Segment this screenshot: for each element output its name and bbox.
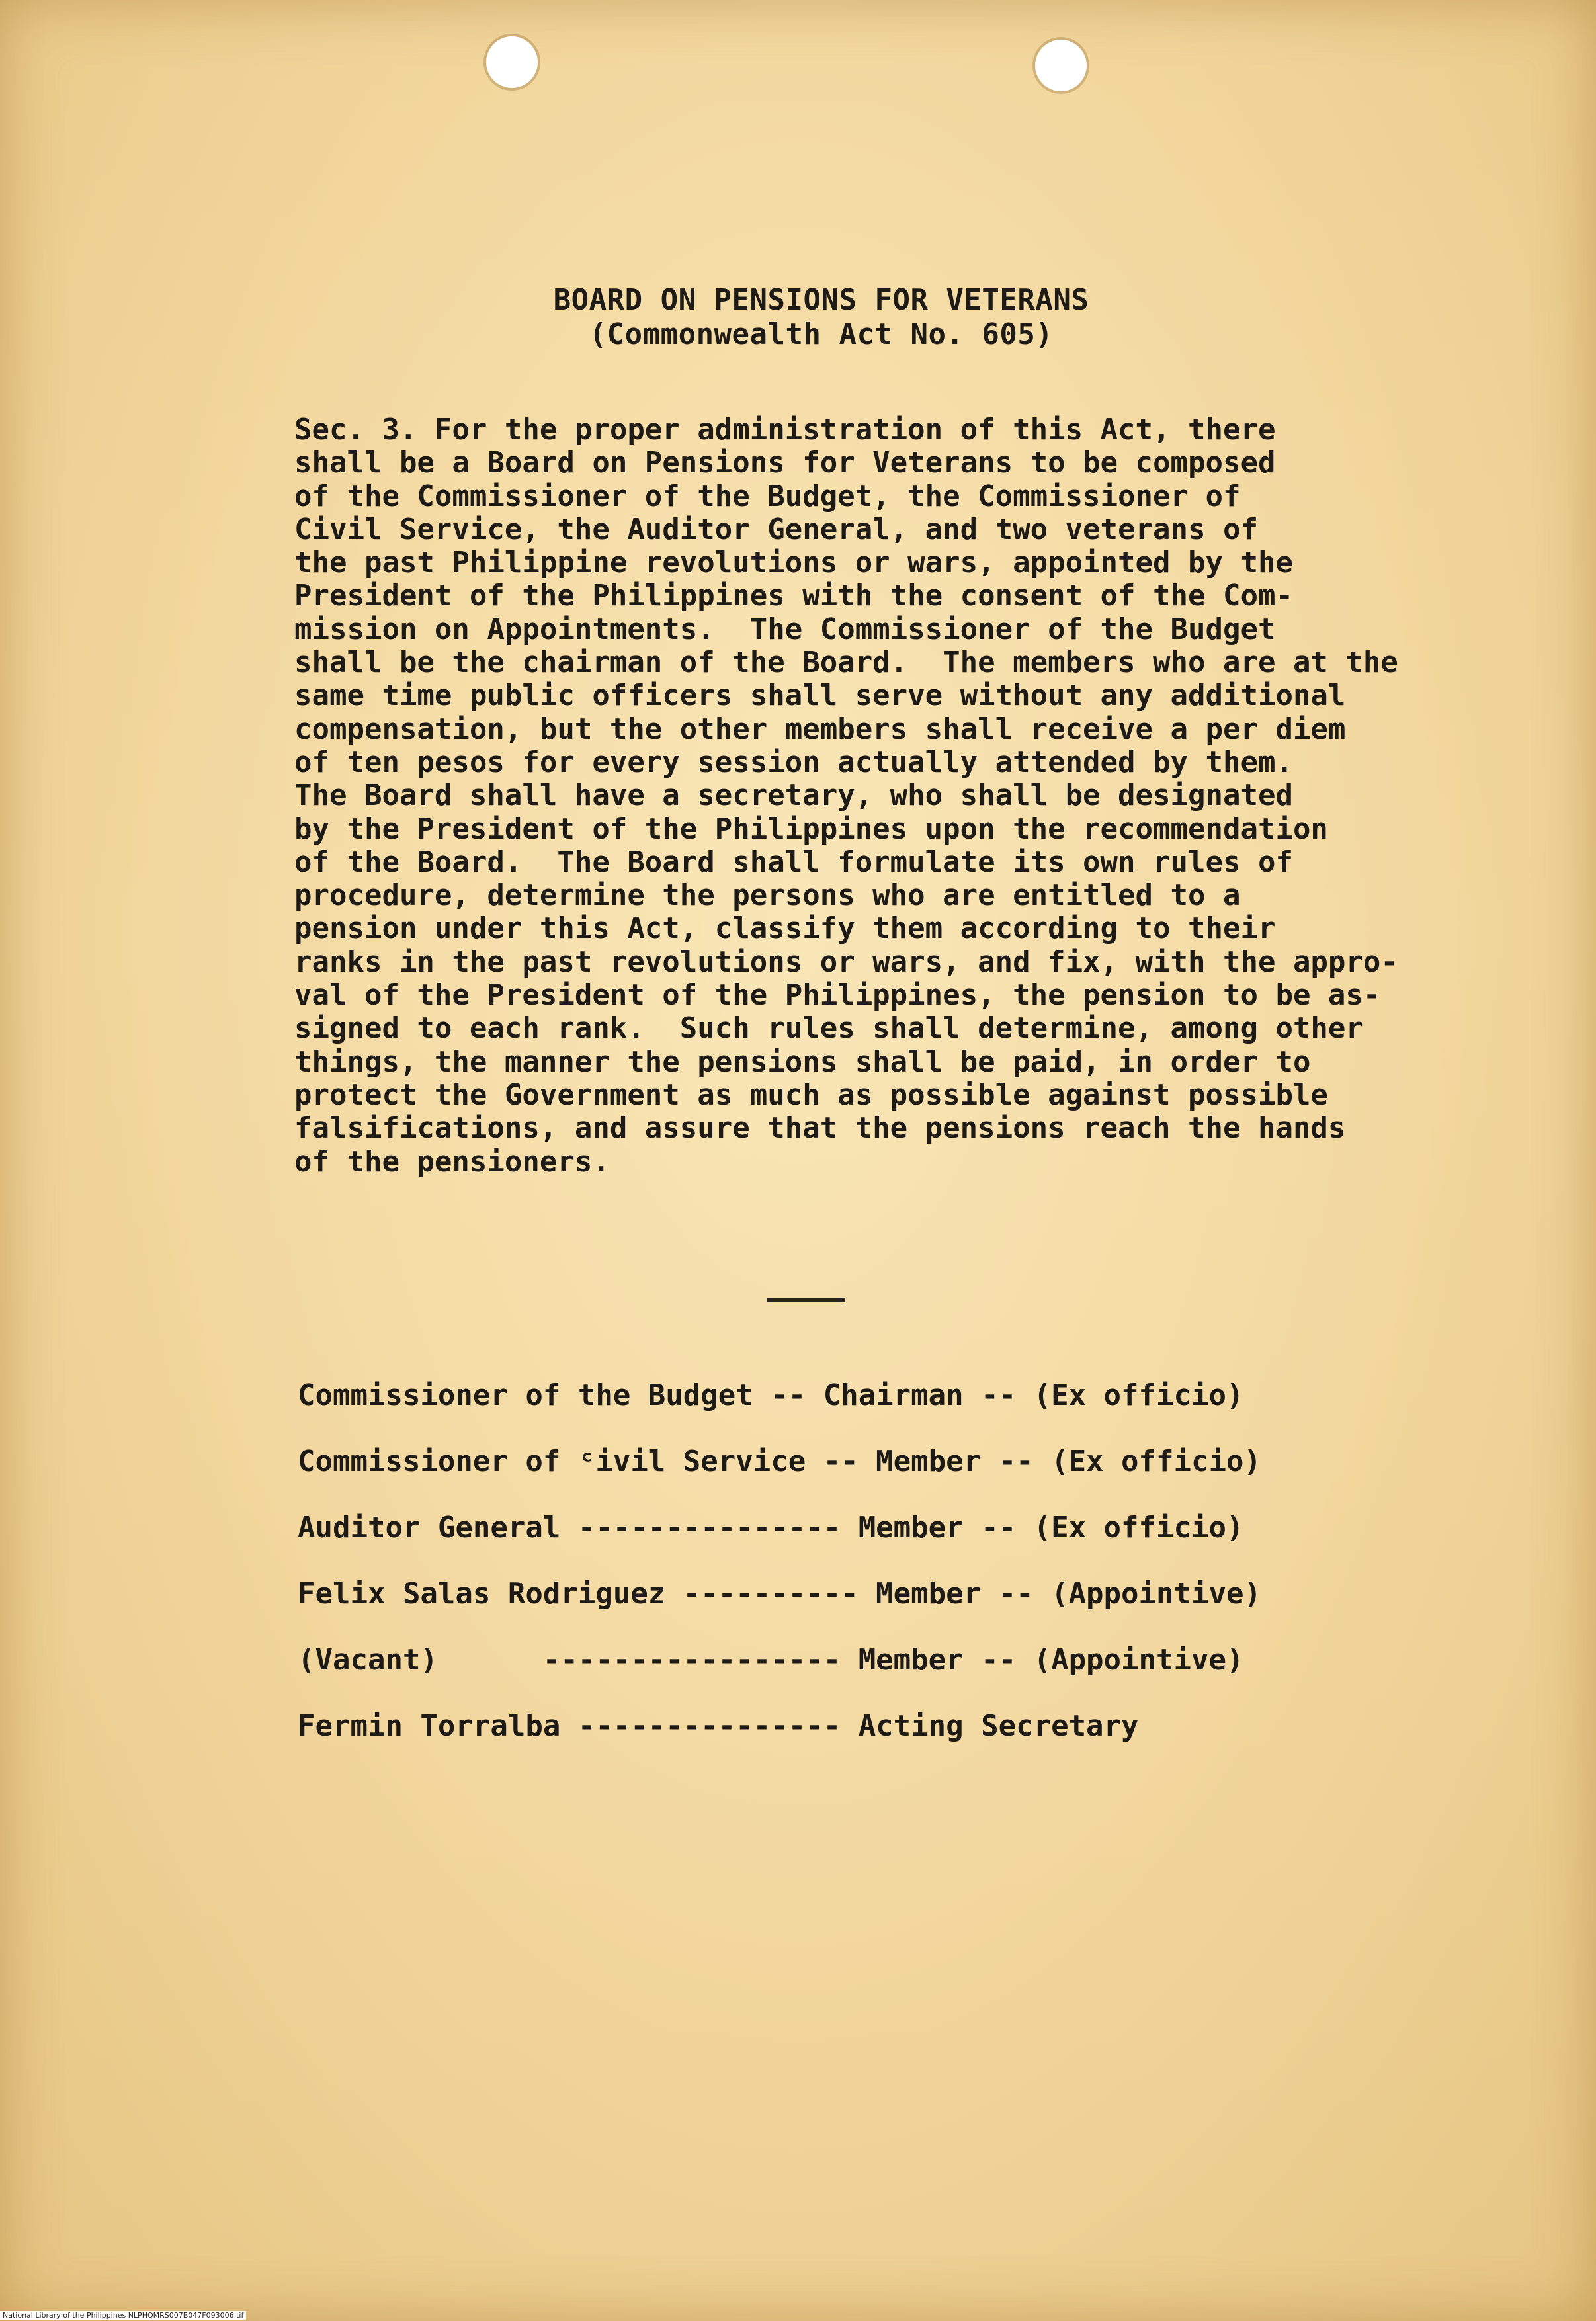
body-line: compensation, but the other members shall receive a per diem bbox=[294, 712, 1346, 746]
body-line: by the President of the Philippines upon the recommendation bbox=[294, 812, 1328, 846]
roster-row-auditor-general: Auditor General --------------- Member -- (Ex officio) bbox=[298, 1511, 1244, 1544]
section-3-text bbox=[294, 413, 1591, 1179]
body-line: of ten pesos for every session actually attended by them. bbox=[294, 745, 1293, 779]
body-line: signed to each rank. Such rules shall determine, among other bbox=[294, 1011, 1363, 1046]
body-line: pension under this Act, classify them according to their bbox=[294, 911, 1276, 946]
body-line: of the Commissioner of the Budget, the Commissioner of bbox=[294, 479, 1241, 513]
body-line: Sec. 3. For the proper administration of this Act, there bbox=[294, 413, 1276, 446]
roster-row-fermin-torralba: Fermin Torralba --------------- Acting Secretary bbox=[298, 1709, 1139, 1743]
body-line: mission on Appointments. The Commissioner of the Budget bbox=[294, 612, 1276, 646]
document-title: BOARD ON PENSIONS FOR VETERANS bbox=[553, 283, 1089, 317]
document-subtitle: (Commonwealth Act No. 605) bbox=[589, 317, 1054, 351]
body-line: things, the manner the pensions shall be paid, in order to bbox=[294, 1044, 1311, 1079]
roster-row-civil-service-commissioner: Commissioner of ᶜivil Service -- Member -- (Ex officio) bbox=[298, 1445, 1261, 1478]
body-line: procedure, determine the persons who are entitled to a bbox=[294, 878, 1241, 913]
body-line: of the Board. The Board shall formulate its own rules of bbox=[294, 845, 1293, 879]
board-roster bbox=[298, 1376, 1488, 1773]
body-line: of the pensioners. bbox=[294, 1144, 610, 1179]
archive-footer-note: National Library of the Philippines NLPHQMRS007B047F093006.tif bbox=[0, 2311, 246, 2320]
body-line: shall be a Board on Pensions for Veterans to be composed bbox=[294, 446, 1276, 480]
body-line: ranks in the past revolutions or wars, and fix, with the appro- bbox=[294, 945, 1398, 979]
body-line: the past Philippine revolutions or wars, appointed by the bbox=[294, 546, 1293, 580]
body-line: President of the Philippines with the consent of the Com- bbox=[294, 579, 1293, 613]
body-line: val of the President of the Philippines, the pension to be as- bbox=[294, 978, 1381, 1013]
body-line: Civil Service, the Auditor General, and two veterans of bbox=[294, 512, 1258, 546]
body-line: protect the Government as much as possible against possible bbox=[294, 1077, 1328, 1112]
section-divider bbox=[767, 1298, 845, 1302]
roster-row-felix-salas-rodriguez: Felix Salas Rodriguez ---------- Member -- (Appointive) bbox=[298, 1577, 1261, 1611]
body-line: falsifications, and assure that the pensions reach the hands bbox=[294, 1111, 1346, 1146]
body-line: same time public officers shall serve without any additional bbox=[294, 679, 1346, 713]
body-line: shall be the chairman of the Board. The members who are at the bbox=[294, 646, 1398, 680]
roster-row-budget-commissioner: Commissioner of the Budget -- Chairman -- (Ex officio) bbox=[298, 1378, 1244, 1412]
roster-row-vacant: (Vacant) ----------------- Member -- (Appointive) bbox=[298, 1643, 1244, 1677]
punch-hole-left bbox=[486, 36, 538, 88]
punch-hole-right bbox=[1035, 40, 1087, 91]
body-line: The Board shall have a secretary, who shall be designated bbox=[294, 779, 1293, 813]
